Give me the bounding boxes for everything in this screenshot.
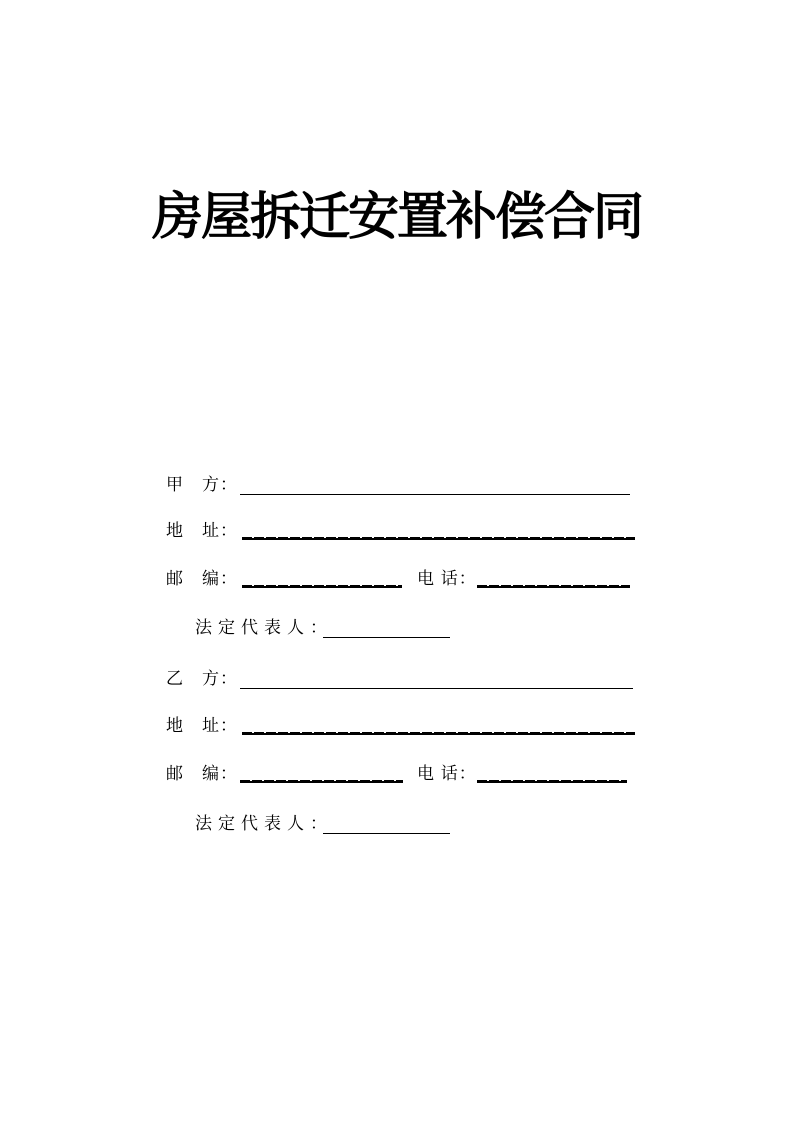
party-a-postal-blank-line[interactable] xyxy=(242,566,402,588)
party-b-phone-blank-line[interactable] xyxy=(477,761,627,783)
party-a-phone-label: 电 话： xyxy=(417,569,477,588)
party-b-label: 乙 方： xyxy=(166,669,238,688)
party-a-blank-line[interactable] xyxy=(240,473,630,495)
party-a-postal-label: 邮 编： xyxy=(166,569,238,588)
party-b-legal-rep-label: 法定代表人： xyxy=(195,814,333,833)
party-b-blank-line[interactable] xyxy=(240,667,633,689)
party-b-phone-label: 电 话： xyxy=(417,764,477,783)
party-b-postal-label: 邮 编： xyxy=(166,764,238,783)
party-a-legal-rep-label: 法定代表人： xyxy=(195,618,333,637)
document-title: 房屋拆迁安置补偿合同 xyxy=(151,187,642,247)
party-b-legal-rep-blank-line[interactable] xyxy=(323,812,450,834)
party-a-legal-rep-blank-line[interactable] xyxy=(323,616,450,638)
party-a-address-label: 地 址： xyxy=(166,521,238,540)
party-b-address-blank-line[interactable] xyxy=(242,713,635,735)
party-a-phone-blank-line[interactable] xyxy=(477,566,630,588)
party-b-address-label: 地 址： xyxy=(166,716,238,735)
party-a-label: 甲 方： xyxy=(166,475,238,494)
party-b-postal-blank-line[interactable] xyxy=(240,761,403,783)
party-a-address-blank-line[interactable] xyxy=(242,518,635,540)
